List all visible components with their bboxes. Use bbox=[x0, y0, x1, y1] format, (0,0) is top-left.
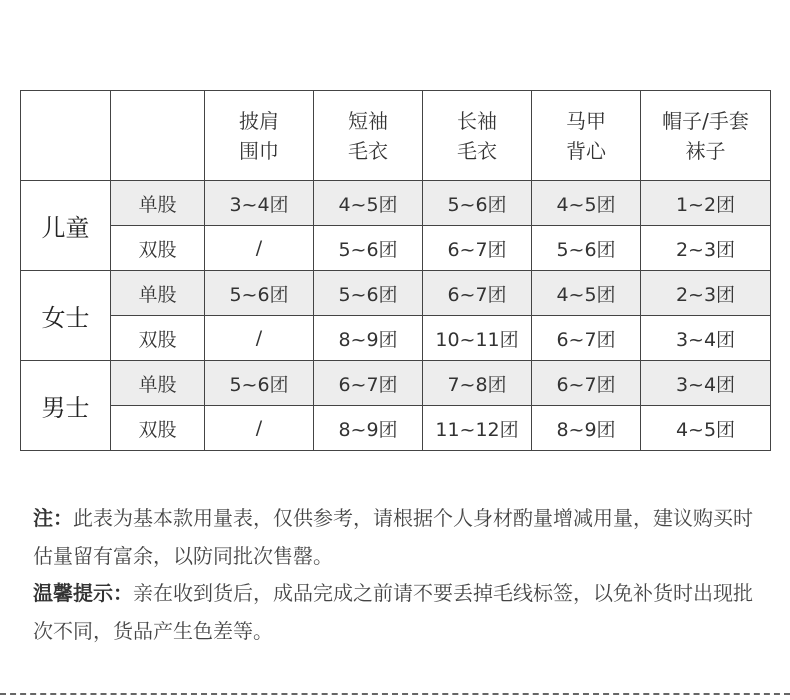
header-line: 马甲 bbox=[566, 108, 606, 133]
header-vest bbox=[532, 91, 641, 181]
strand-label: 单股 bbox=[111, 271, 205, 316]
header-line: 披肩 bbox=[239, 108, 279, 133]
table-cell: 6~7团 bbox=[423, 226, 532, 271]
table-cell: 8~9团 bbox=[532, 406, 641, 451]
table-cell: 11~12团 bbox=[423, 406, 532, 451]
table-row bbox=[21, 316, 771, 361]
table-cell: 5~6团 bbox=[314, 271, 423, 316]
table-cell: 5~6团 bbox=[205, 271, 314, 316]
header-line: 毛衣 bbox=[348, 138, 388, 163]
header-line: 长袖 bbox=[457, 108, 497, 133]
header-short-sleeve-sweater bbox=[314, 91, 423, 181]
header-long-sleeve-sweater bbox=[423, 91, 532, 181]
strand-label: 双股 bbox=[111, 226, 205, 271]
table-cell: / bbox=[205, 226, 314, 271]
table-cell: 5~6团 bbox=[423, 181, 532, 226]
table-row bbox=[21, 361, 771, 406]
strand-label: 单股 bbox=[111, 361, 205, 406]
table-cell: 8~9团 bbox=[314, 316, 423, 361]
table-cell: 5~6团 bbox=[532, 226, 641, 271]
notes-section bbox=[33, 500, 763, 650]
table-cell: 7~8团 bbox=[423, 361, 532, 406]
strand-label: 双股 bbox=[111, 316, 205, 361]
strand-label: 双股 bbox=[111, 406, 205, 451]
header-line: 短袖 bbox=[348, 108, 388, 133]
table-cell: 5~6团 bbox=[205, 361, 314, 406]
table-cell: 8~9团 bbox=[314, 406, 423, 451]
table-cell: 6~7团 bbox=[532, 316, 641, 361]
note-label: 注： bbox=[33, 506, 73, 530]
header-hat-gloves-socks bbox=[641, 91, 771, 181]
header-line: 背心 bbox=[566, 138, 606, 163]
group-label-women: 女士 bbox=[21, 271, 111, 361]
table-row bbox=[21, 226, 771, 271]
table-row bbox=[21, 181, 771, 226]
table-cell: 4~5团 bbox=[532, 271, 641, 316]
table-cell: 2~3团 bbox=[641, 271, 771, 316]
strand-label: 单股 bbox=[111, 181, 205, 226]
yarn-usage-table bbox=[20, 90, 771, 451]
table-row bbox=[21, 406, 771, 451]
dashed-divider bbox=[0, 693, 790, 695]
table-cell: 1~2团 bbox=[641, 181, 771, 226]
header-shawl-scarf bbox=[205, 91, 314, 181]
table-cell: 10~11团 bbox=[423, 316, 532, 361]
header-line: 袜子 bbox=[685, 138, 726, 163]
header-line: 毛衣 bbox=[457, 138, 497, 163]
header-corner-strand bbox=[111, 91, 205, 181]
table-cell: 4~5团 bbox=[314, 181, 423, 226]
tip-label: 温馨提示： bbox=[33, 581, 133, 605]
table-cell: / bbox=[205, 406, 314, 451]
header-corner-group bbox=[21, 91, 111, 181]
table-cell: 2~3团 bbox=[641, 226, 771, 271]
header-row bbox=[21, 91, 771, 181]
group-label-children: 儿童 bbox=[21, 181, 111, 271]
table-cell: 3~4团 bbox=[205, 181, 314, 226]
table-cell: 4~5团 bbox=[532, 181, 641, 226]
table-cell: 3~4团 bbox=[641, 361, 771, 406]
tip-paragraph bbox=[33, 575, 763, 650]
note-paragraph bbox=[33, 500, 763, 575]
table-cell: / bbox=[205, 316, 314, 361]
table-cell: 6~7团 bbox=[314, 361, 423, 406]
table-cell: 3~4团 bbox=[641, 316, 771, 361]
table-row bbox=[21, 271, 771, 316]
table-cell: 6~7团 bbox=[423, 271, 532, 316]
group-label-men: 男士 bbox=[21, 361, 111, 451]
table-cell: 6~7团 bbox=[532, 361, 641, 406]
table-cell: 4~5团 bbox=[641, 406, 771, 451]
tip-text: 亲在收到货后，成品完成之前请不要丢掉毛线标签，以免补货时出现批次不同，货品产生色差等。 bbox=[33, 581, 753, 643]
table-cell: 5~6团 bbox=[314, 226, 423, 271]
header-line: 帽子/手套 bbox=[662, 108, 749, 133]
header-line: 围巾 bbox=[239, 138, 279, 163]
note-text: 此表为基本款用量表，仅供参考，请根据个人身材酌量增减用量，建议购买时估量留有富余，以防同批次售罄。 bbox=[33, 506, 753, 568]
